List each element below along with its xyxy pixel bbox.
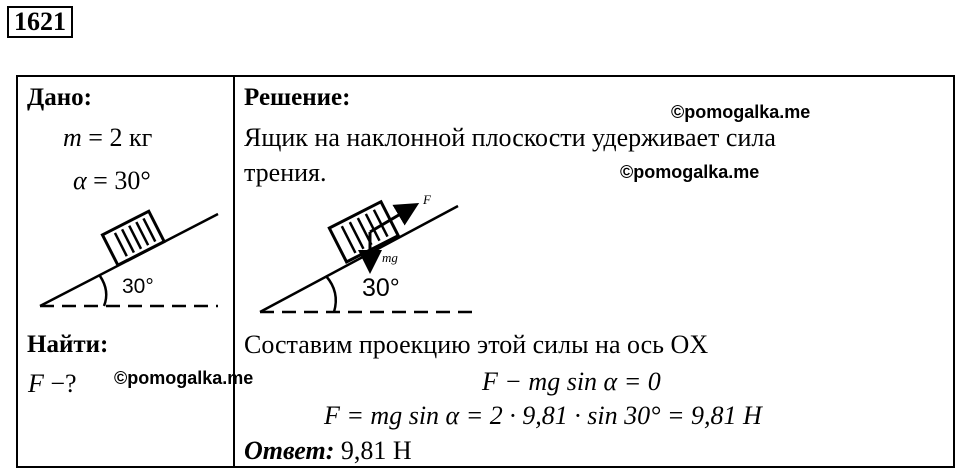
given-angle-label: 30° — [122, 275, 154, 298]
equation-1: F − mg sin α = 0 — [482, 367, 661, 396]
angle-symbol: α — [73, 166, 87, 195]
answer-value: 9,81 Н — [334, 436, 412, 465]
equation-2: F = mg sin α = 2 · 9,81 · sin 30° = 9,81 Н — [324, 401, 762, 430]
mass-value: = 2 кг — [81, 123, 153, 152]
solution-intro-line2: трения. — [244, 158, 327, 187]
solution-intro-line1: Ящик на наклонной плоскости удерживает сила — [244, 123, 776, 152]
given-heading: Дано: — [27, 84, 92, 111]
watermark-2: ©pomogalka.me — [620, 162, 760, 182]
problem-number: 1621 — [7, 6, 73, 38]
solution-angle-arc — [326, 276, 336, 312]
solution-angle-label: 30° — [362, 274, 400, 302]
answer-line — [244, 436, 412, 466]
unknown-symbol: F — [28, 369, 44, 398]
mass-symbol: m — [63, 123, 82, 152]
watermark-1: ©pomogalka.me — [671, 102, 811, 122]
solution-heading: Решение: — [244, 84, 351, 111]
unknown-rest: −? — [43, 369, 77, 398]
projection-text: Составим проекцию этой силы на ось OX — [244, 330, 709, 359]
friction-force-arrow — [370, 206, 414, 232]
answer-label: Ответ: — [244, 436, 335, 465]
watermark-3: ©pomogalka.me — [114, 368, 254, 388]
find-heading: Найти: — [27, 331, 109, 358]
angle-value: = 30° — [86, 166, 151, 195]
weight-label: mg — [382, 250, 398, 265]
force-label: F — [423, 192, 431, 207]
